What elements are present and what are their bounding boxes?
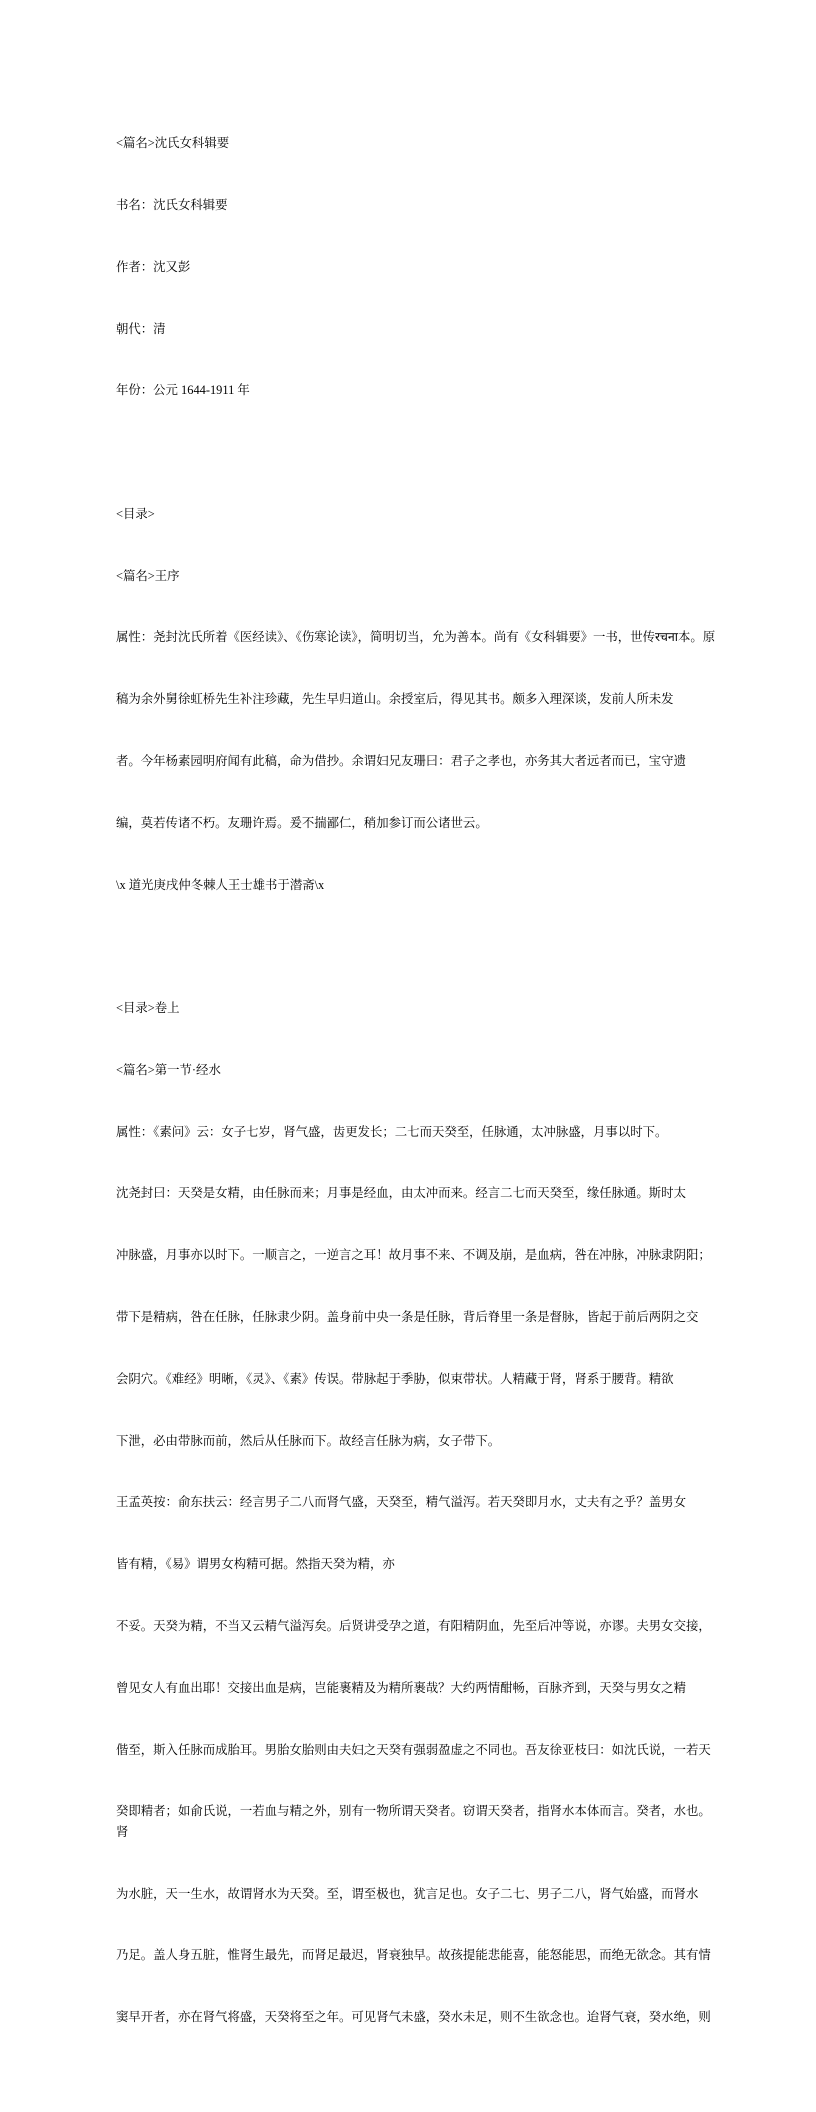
text-line: 编，莫若传诸不朽。友珊许焉。爰不揣鄙仁，稍加参订而公诸世云。 bbox=[116, 815, 488, 830]
text-line: 王孟英按：俞东扶云：经言男子二八而肾气盛，天癸至，精气溢泻。若天癸即月水，丈夫有之乎？盖男女 bbox=[116, 1495, 686, 1510]
text-line: 下泄，必由带脉而前，然后从任脉而下。故经言任脉为病，女子带下。 bbox=[116, 1433, 501, 1448]
text-line: 稿为余外舅徐虹桥先生补注珍藏，先生早归道山。余授室后，得见其书。颇多入理深谈，发前人所未发 bbox=[116, 692, 674, 707]
text-line: 曾见女人有血出耶！交接出血是病，岂能裹精及为精所裹哉？大约两情酣畅，百脉齐到，天癸与男女之精 bbox=[116, 1680, 686, 1695]
text-line: 属性：尧封沈氏所着《医经读》、《伤寒论读》，简明切当，允为善本。尚有《女科辑要》一书，世传रचना本。原 bbox=[116, 630, 716, 645]
text-line: 会阴穴。《难经》明晰，《灵》、《素》传误。带脉起于季胁，似束带状。人精藏于肾，肾系于腰背。精欲 bbox=[116, 1371, 674, 1386]
text-line: 皆有精，《易》谓男女构精可据。然指天癸为精，亦 bbox=[116, 1557, 395, 1572]
document-text-body bbox=[116, 92, 720, 2112]
blank-line bbox=[116, 936, 720, 957]
text-line: 为水脏，天一生水，故谓肾水为天癸。至，谓至极也，犹言足也。女子二七、男子二八，肾气始盛，而肾水 bbox=[116, 1886, 699, 1901]
text-line: 作者：沈又彭 bbox=[116, 259, 191, 274]
text-line bbox=[116, 2069, 720, 2090]
text-line: 书名：沈氏女科辑要 bbox=[116, 197, 228, 212]
text-line: <篇名>沈氏女科辑要 bbox=[116, 136, 230, 151]
text-line: 乃足。盖人身五脏，惟肾生最先，而肾足最迟，肾衰独早。故孩提能悲能喜，能怒能思，而绝无欲念。其有情 bbox=[116, 1948, 711, 1963]
text-line: 者。今年杨素园明府闻有此稿，命为借抄。余谓妇兄友珊曰：君子之孝也，亦务其大者远者而已，宝守遗 bbox=[116, 754, 686, 768]
text-line: <篇名>第一节·经水 bbox=[116, 1062, 221, 1077]
text-line: <目录>卷上 bbox=[116, 1001, 180, 1016]
text-line: 朝代：清 bbox=[116, 321, 166, 336]
blank-line bbox=[116, 442, 720, 463]
text-line: <目录> bbox=[116, 506, 155, 521]
text-line: 窦早开者，亦在肾气将盛，天癸将至之年。可见肾气未盛，癸水未足，则不生欲念也。迨肾气衰，癸水绝，则 bbox=[116, 2010, 711, 2025]
text-line: 沈尧封曰：天癸是女精，由任脉而来；月事是经血，由太冲而来。经言二七而天癸至，缘任脉通。斯时太 bbox=[116, 1186, 686, 1201]
text-line: 癸即精者；如俞氏说，一若血与精之外，别有一物所谓天癸者。窃谓天癸者，指肾水本体而言。癸者，水也。肾 bbox=[116, 1804, 711, 1839]
text-line: 不妥。天癸为精，不当又云精气溢泻矣。后贤讲受孕之道，有阳精阴血，先至后冲等说，亦谬。夫男女交接， bbox=[116, 1618, 711, 1633]
text-line: 带下是精病，咎在任脉，任脉隶少阴。盖身前中央一条是任脉，背后脊里一条是督脉，皆起于前后两阴之交 bbox=[116, 1310, 699, 1325]
text-line: \x 道光庚戌仲冬棘人王士雄书于潜斋\x bbox=[116, 877, 325, 892]
text-line: 冲脉盛，月事亦以时下。一顺言之，一逆言之耳！故月事不来、不调及崩，是血病，咎在冲脉，冲脉隶阴阳； bbox=[116, 1248, 711, 1263]
text-line: 属性：《素问》云：女子七岁，肾气盛，齿更发长；二七而天癸至，任脉通，太冲脉盛，月事以时下。 bbox=[116, 1124, 668, 1139]
text-line: 偕至，斯入任脉而成胎耳。男胎女胎则由夫妇之天癸有强弱盈虚之不同也。吾友徐亚枝曰：如沈氏说，一若天 bbox=[116, 1742, 711, 1757]
text-line: 年份：公元 1644-1911 年 bbox=[116, 383, 250, 398]
text-line: <篇名>王序 bbox=[116, 568, 180, 583]
